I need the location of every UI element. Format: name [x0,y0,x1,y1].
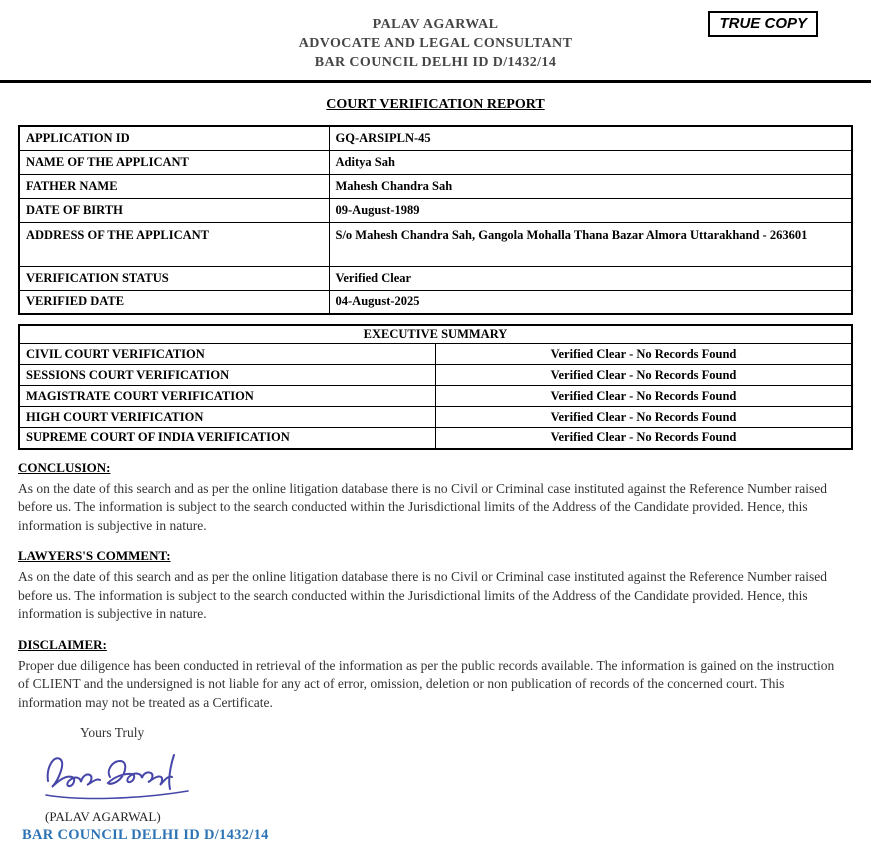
conclusion-section [18,460,845,536]
footer-bar-id: BAR COUNCIL DELHI ID D/1432/14 [22,827,269,843]
yours-truly: Yours Truly [80,725,145,740]
table-row [19,126,852,150]
row-value: 04-August-2025 [329,290,852,314]
table-row [19,222,852,266]
table-header-row [19,325,852,344]
executive-summary-title: EXECUTIVE SUMMARY [19,325,852,344]
row-value: GQ-ARSIPLN-45 [329,126,852,150]
row-label: ADDRESS OF THE APPLICANT [19,222,329,266]
conclusion-heading: CONCLUSION: [18,459,111,475]
row-label: VERIFIED DATE [19,290,329,314]
true-copy-stamp: TRUE COPY [708,11,818,37]
row-label: CIVIL COURT VERIFICATION [19,344,436,365]
row-label: FATHER NAME [19,174,329,198]
table-row [19,428,852,449]
row-value: Verified Clear - No Records Found [436,365,853,386]
row-label: SUPREME COURT OF INDIA VERIFICATION [19,428,436,449]
row-value: Verified Clear - No Records Found [436,428,853,449]
row-value: Mahesh Chandra Sah [329,174,852,198]
executive-summary-table [18,324,853,450]
disclaimer-section [18,637,845,713]
row-label: DATE OF BIRTH [19,198,329,222]
row-value: 09-August-1989 [329,198,852,222]
row-label: APPLICATION ID [19,126,329,150]
row-value: Verified Clear - No Records Found [436,407,853,428]
table-row [19,150,852,174]
table-row [19,365,852,386]
advocate-bar-id: BAR COUNCIL DELHI ID D/1432/14 [314,55,557,70]
table-row [19,198,852,222]
table-row [19,386,852,407]
advocate-title: ADVOCATE AND LEGAL CONSULTANT [298,36,573,51]
row-value: Verified Clear [329,266,852,290]
table-row [19,266,852,290]
advocate-name: PALAV AGARWAL [372,17,499,32]
header-divider [0,80,871,83]
disclaimer-body: Proper due diligence has been conducted in retrieval of the information as per the public records available. The information is gained on the instruction of CLIENT and the undersigned is not liable for any act of error, omission, deletion or non publication of records of the concerned court. This information may not be treated as a Certificate. [18,657,835,710]
row-value: Verified Clear - No Records Found [436,386,853,407]
table-row [19,174,852,198]
row-value: Verified Clear - No Records Found [436,344,853,365]
table-row [19,344,852,365]
signature [40,747,871,809]
row-label: MAGISTRATE COURT VERIFICATION [19,386,436,407]
signatory-name: (PALAV AGARWAL) [45,809,161,824]
report-title: COURT VERIFICATION REPORT [326,97,545,112]
row-label: HIGH COURT VERIFICATION [19,407,436,428]
conclusion-body: As on the date of this search and as per the online litigation database there is no Civil or Criminal case instituted against the Reference Number raised before us. The information is subject to the search conducted within the Jurisdictional limits of the Address of the Candidate provided. Hence, this information is subjective in nature. [18,480,828,533]
row-value: Aditya Sah [329,150,852,174]
lawyers-comment-heading: LAWYERS'S COMMENT: [18,548,171,563]
row-label: VERIFICATION STATUS [19,266,329,290]
row-label: NAME OF THE APPLICANT [19,150,329,174]
handwritten-signature-icon [40,747,210,807]
lawyers-comment-body: As on the date of this search and as per the online litigation database there is no Civil or Criminal case instituted against the Reference Number raised before us. The information is subject to the search conducted within the Jurisdictional limits of the Address of the Candidate provided. Hence, this information is subjective in nature. [18,569,828,621]
applicant-details-table [18,125,853,315]
table-row [19,407,852,428]
text-sections [18,460,845,713]
row-label: SESSIONS COURT VERIFICATION [19,365,436,386]
table-row [19,290,852,314]
disclaimer-heading: DISCLAIMER: [18,636,107,652]
lawyers-comment-section [18,548,845,624]
row-value: S/o Mahesh Chandra Sah, Gangola Mohalla Thana Bazar Almora Uttarakhand - 263601 [329,222,852,266]
